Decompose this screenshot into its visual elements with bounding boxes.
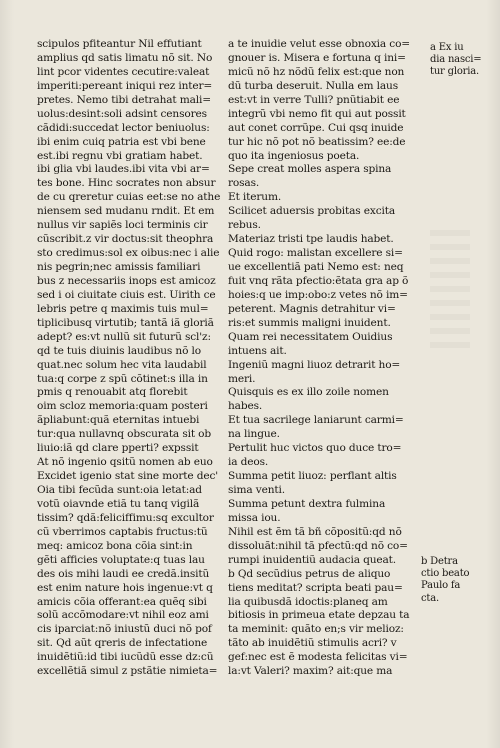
text-line: gnouer is. Misera e fortuna q ini= xyxy=(228,51,406,64)
text-line: tes bone. Hinc socrates non absur xyxy=(37,177,216,190)
text-line: tiens meditat? scripta beati pau= xyxy=(228,581,403,594)
text-line: inuidẽtiũ:id tibi iucũdũ esse dz:cũ xyxy=(37,651,214,664)
text-line: ue excellentiã pati Nemo est: neq xyxy=(228,261,404,273)
text-column-right xyxy=(228,38,418,679)
text-line: adept? es:vt nullũ sit futurũ scl'z: xyxy=(37,330,211,343)
margin-note-line: a Ex iu xyxy=(430,42,464,53)
text-line: tur:qua nullavnq obscurata sit ob xyxy=(37,428,212,441)
margin-note-line: dia nasci= xyxy=(430,54,482,66)
text-line: Ingeniũ magni liuoz detrarit ho= xyxy=(228,358,401,371)
text-line: liuio:iã qd clare pperti? expssit xyxy=(37,442,199,455)
marginal-note-a xyxy=(430,42,494,79)
text-line: tiplicibusq virtutib; tantã iã gloriã xyxy=(37,316,214,329)
margin-note-line: tur gloria. xyxy=(430,66,479,78)
text-line: sed i oi ciuitate ciuis est. Uirith ce xyxy=(37,288,216,301)
text-line: Materiaz tristi tpe laudis habet. xyxy=(228,233,394,246)
text-line: cũscribit.z vir doctus:sit theophra xyxy=(37,233,214,246)
text-line: At nõ ingenio qsitũ nomen ab euo xyxy=(37,456,213,469)
text-line: ãpliabunt:quã eternitas intuebi xyxy=(37,414,200,427)
text-line: qd te tuis diuinis laudibus nõ lo xyxy=(37,344,201,357)
text-line: rosas. xyxy=(228,177,260,190)
text-line: missa iou. xyxy=(228,511,281,524)
text-line: solũ accõmodare:vt nihil eoz ami xyxy=(37,609,209,622)
text-line: peterent. Magnis detrahitur vi= xyxy=(228,302,396,315)
text-line: excellẽtiã simul z pstãtie nimieta= xyxy=(37,665,218,678)
text-line: habes. xyxy=(228,400,263,413)
text-line: est.ibi regnu vbi gratiam habet. xyxy=(37,149,203,162)
text-line: Quid rogo: malistan excellere si= xyxy=(228,247,403,260)
text-line: Oia tibi fecũda sunt:oia letat:ad xyxy=(37,484,202,496)
text-line: Et iterum. xyxy=(228,191,282,204)
text-line: rumpi inuidentiũ audacia queat. xyxy=(228,553,397,566)
text-line: cis iparciat:nõ iniustũ duci nõ pof xyxy=(37,623,212,636)
text-line: votũ oiavnde etiã tu tanq vigilã xyxy=(37,497,200,510)
text-line: micũ nõ hz nõdũ felix est:que non xyxy=(228,65,405,78)
text-line: de cu qreretur cuias eet:se no athe xyxy=(37,191,221,204)
text-line: a te inuidie velut esse obnoxia co= xyxy=(228,38,411,50)
text-line: Excidet igenio stat sine morte dec' xyxy=(37,470,219,483)
text-line: tissim? qdã:feliciffimu:sq excultor xyxy=(37,511,214,524)
text-line: amicis cõia offerant:ea quẽq sibi xyxy=(37,595,207,608)
text-line: Scilicet aduersis probitas excita xyxy=(228,205,396,218)
text-line: imperiti:pereant iniqui rez inter= xyxy=(37,79,213,92)
text-line: ibi glia vbi laudes.ibi vita vbi ar= xyxy=(37,163,210,176)
text-line: meri. xyxy=(228,372,256,385)
text-line: sit. Qd aũt qreris de infectatione xyxy=(37,637,208,650)
text-line: aut conet corrũpe. Cui qsq inuide xyxy=(228,121,404,134)
text-line: dissoluãt:nihil tã pfectũ:qd nõ co= xyxy=(228,539,408,552)
text-line: quat.nec solum hec vita laudabil xyxy=(37,358,207,371)
text-line: ibi enim cuiq patria est vbi bene xyxy=(37,135,206,148)
text-line: lebris petre q maximis tuis mul= xyxy=(37,302,209,315)
text-line: sima venti. xyxy=(228,484,285,496)
text-line: tãto ab inuidẽtiũ stimulis acri? v xyxy=(228,637,397,650)
text-line: Et tua sacrilege laniarunt carmi= xyxy=(228,414,404,427)
text-line: pmis q renouabit atq florebit xyxy=(37,386,188,399)
text-line: pretes. Nemo tibi detrahat mali= xyxy=(37,93,211,106)
text-line: Sepe creat molles aspera spina xyxy=(228,163,392,176)
text-line: Quisquis es ex illo zoile nomen xyxy=(228,386,389,399)
text-line: uolus:desint:soli adsint censores xyxy=(37,107,207,120)
text-line: des ois mihi laudi ee credã.insitũ xyxy=(37,567,210,580)
text-line: integrũ vbi nemo fit qui aut possit xyxy=(228,107,406,120)
text-line: la:vt Valeri? maxim? ait:que ma xyxy=(228,665,393,678)
text-line: sto credimus:sol ex oibus:nec i alie xyxy=(37,247,220,260)
text-line: bitiosis in primeua etate depzau ta xyxy=(228,609,410,622)
text-line: lia quibusdã idoctis:planeq am xyxy=(228,595,388,608)
text-line: meq: amicoz bona cõia sint:in xyxy=(37,539,193,552)
text-line: dũ turba deseruit. Nulla em laus xyxy=(228,79,399,92)
text-line: bus z necessariis inops est amicoz xyxy=(37,274,216,287)
text-column-left xyxy=(37,38,223,679)
marginal-note-b xyxy=(421,556,491,605)
text-line: oim scloz memoria:quam posteri xyxy=(37,400,208,413)
text-line: tua:q corpe z spũ cõtinet:s illa in xyxy=(37,372,208,385)
text-line: gef:nec est ẽ modesta felicitas vi= xyxy=(228,651,408,664)
text-line: Summa petunt dextra fulmina xyxy=(228,497,386,510)
text-line: est enim nature hois ingenue:vt q xyxy=(37,581,213,594)
page-edge-shadow xyxy=(486,0,500,748)
margin-note-line: ctio beato xyxy=(421,568,470,580)
text-line: na lingue. xyxy=(228,428,280,441)
text-line: Pertulit huc victos quo duce tro= xyxy=(228,442,402,455)
text-line: Quam rei necessitatem Ouidius xyxy=(228,330,393,343)
text-line: ia deos. xyxy=(228,456,269,469)
text-line: ta meminit: quãto en;s vir melioz: xyxy=(228,623,404,636)
text-line: fuit vnq rãta pfectio:ẽtata gra ap õ xyxy=(228,274,409,287)
text-line: amplius qd satis limatu nõ sit. No xyxy=(37,51,213,64)
margin-note-line: Paulo fa xyxy=(421,580,461,592)
margin-note-line: cta. xyxy=(421,592,439,604)
text-line: nullus vir sapiẽs loci terminis cir xyxy=(37,219,208,232)
page-gutter-shadow xyxy=(0,0,14,748)
text-line: intuens ait. xyxy=(228,344,287,357)
text-line: hoies:q ue imp:obo:z vetes nõ im= xyxy=(228,288,408,301)
text-line: quo ita ingeniosus poeta. xyxy=(228,149,360,162)
text-line: niensem sed mudanu rndit. Et em xyxy=(37,205,215,218)
text-line: lint pcor videntes cecutire:valeat xyxy=(37,65,210,78)
show-through-marks xyxy=(430,230,470,350)
text-line: Nihil est ẽm tã bñ cõpositũ:qd nõ xyxy=(228,525,402,538)
text-line: nis pegrin;nec amissis familiari xyxy=(37,261,201,273)
text-line: scipulos pfiteantur Nil effutiant xyxy=(37,38,202,50)
text-line: b Qd secũdius petrus de aliquo xyxy=(228,567,391,580)
text-line: cãdidi:succedat lector beniuolus: xyxy=(37,121,210,134)
text-line: gẽti afficies voluptate:q tuas lau xyxy=(37,553,205,566)
margin-note-line: b Detra xyxy=(421,556,458,567)
text-line: est:vt in verre Tulli? pnũtiabit ee xyxy=(228,93,400,106)
text-line: rebus. xyxy=(228,219,261,232)
text-line: cũ vberrimos captabis fructus:tũ xyxy=(37,525,208,538)
text-line: Summa petit liuoz: perflant altis xyxy=(228,470,397,483)
text-line: ris:et summis maligni inuident. xyxy=(228,316,391,329)
text-line: tur hic nõ pot nõ beatissim? ee:de xyxy=(228,135,406,148)
